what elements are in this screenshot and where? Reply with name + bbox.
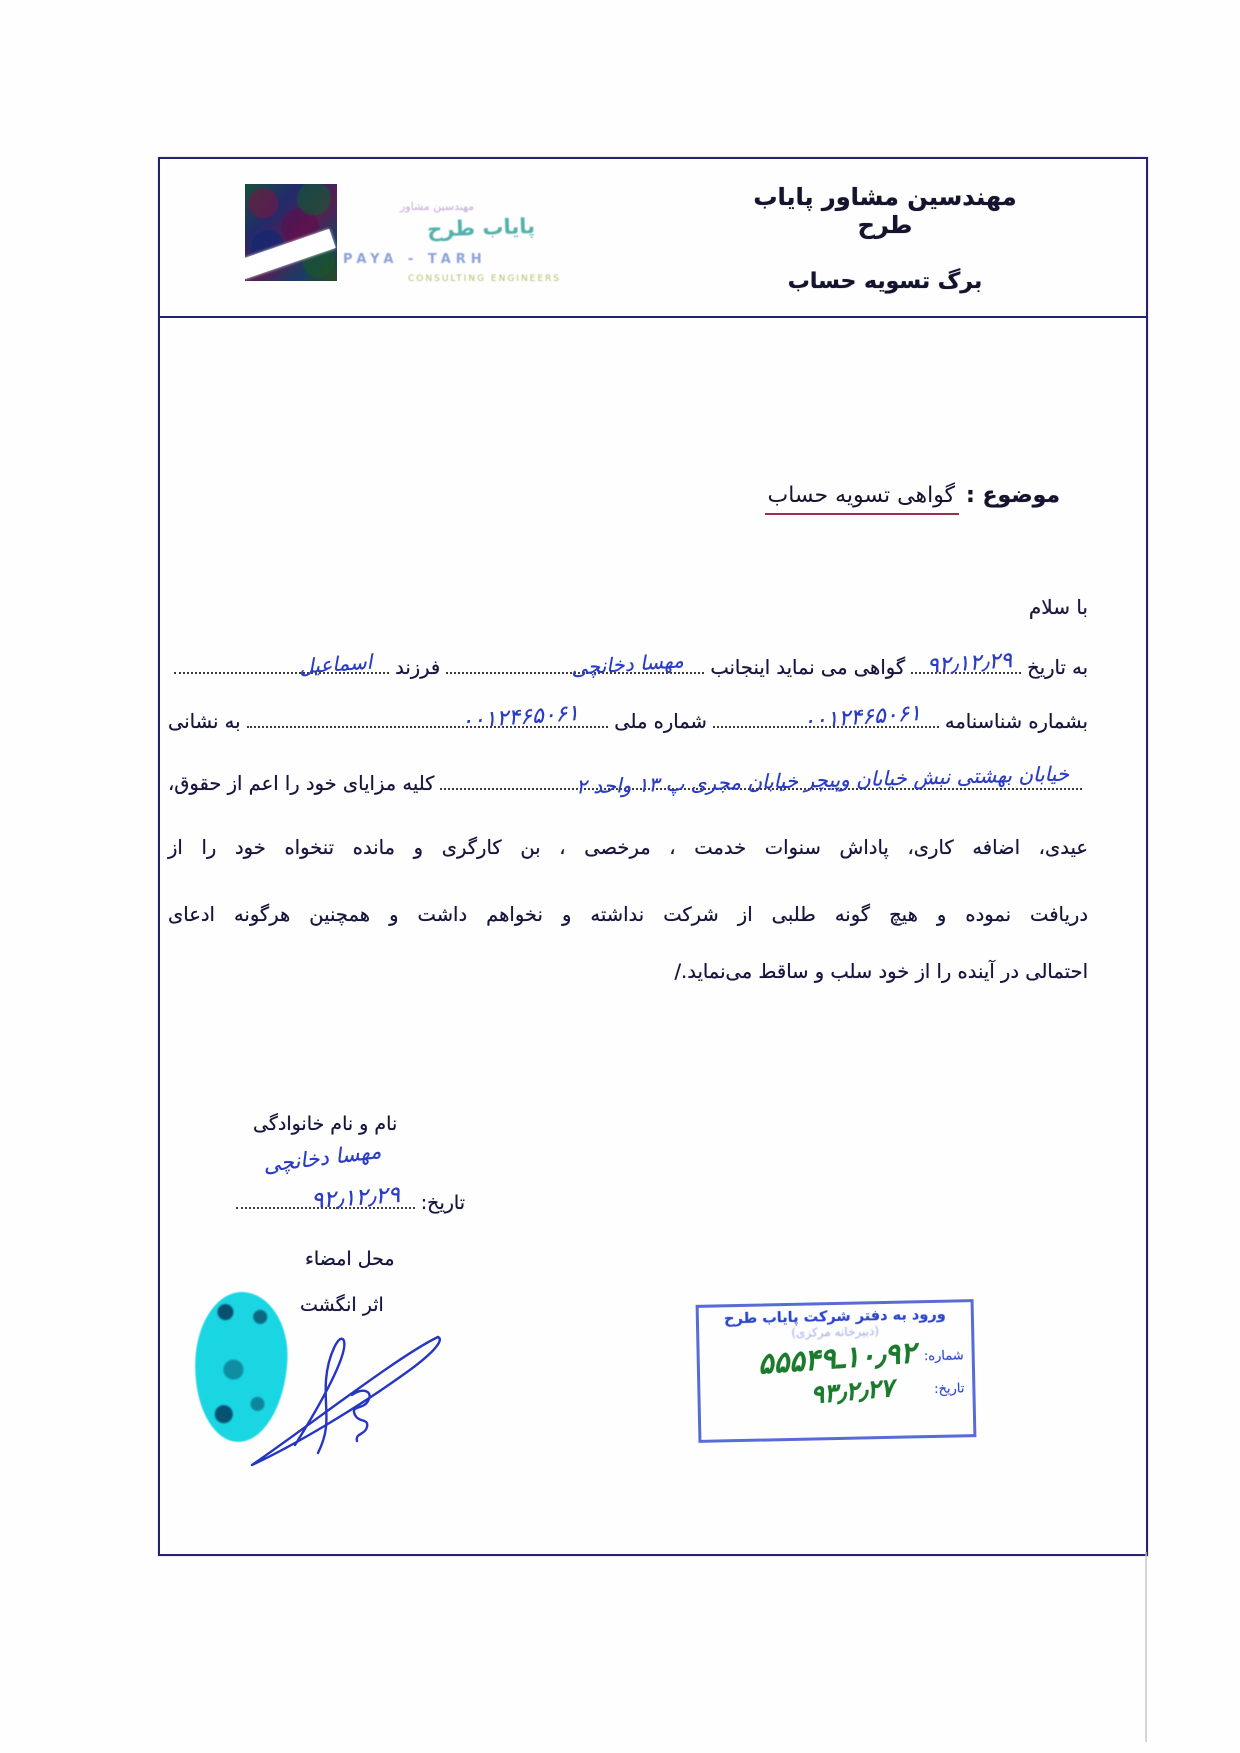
address-blank (440, 762, 1082, 799)
birth-cert-blank (713, 701, 939, 735)
subject-label: موضوع : (966, 483, 1060, 508)
stamp-number-handwritten: ۱۰٫۹۲ـ۵۵۵۴۹ (756, 1335, 917, 1381)
signature-date-label: تاریخ: (420, 1191, 465, 1214)
handwritten-national-id: ۰۰۱۲۴۶۵۰۶۱ (460, 701, 581, 735)
stamp-date-row (708, 1374, 965, 1408)
office-entry-stamp (696, 1299, 977, 1443)
handwritten-date: ۹۲٫۱۲٫۲۹ (926, 648, 1014, 680)
text-certifies: گواهی می نماید اینجانب (710, 656, 906, 680)
logo-text-fa: پایاب طرح (426, 213, 536, 242)
company-logo-icon (245, 184, 337, 281)
handwritten-signature (240, 1325, 455, 1475)
text-address-label: به نشانی (168, 710, 241, 734)
logo-text-en-subtitle: CONSULTING ENGINEERS (408, 274, 562, 284)
stamp-date-handwritten: ۹۳٫۲٫۲۷ (809, 1372, 896, 1410)
body-line-4: عیدی، اضافه کاری، پاداش سنوات خدمت ، مرخصی ، بن کارگری و مانده تنخواه خود را از (168, 836, 1088, 859)
text-child-of: فرزند (395, 656, 441, 680)
signature-place-label: محل امضاء (305, 1248, 395, 1270)
text-all-benefits: کلیه مزایای خود را اعم از حقوق، (168, 772, 435, 796)
subject-line (765, 483, 1060, 508)
stamp-date-label: تاریخ: (934, 1381, 965, 1397)
handwritten-father-name: اسماعیل (298, 649, 373, 679)
text-birth-cert-no: بشماره شناسنامه (944, 710, 1088, 734)
national-id-blank (247, 701, 609, 735)
fingerprint-label: اثر انگشت (300, 1294, 384, 1316)
header-divider-line (158, 316, 1146, 318)
stamp-number-row (707, 1335, 964, 1381)
logo-diagonal-stripe (238, 229, 335, 279)
text-be-tarikh: به تاریخ (1027, 656, 1088, 680)
scan-edge-line (1145, 1552, 1147, 1742)
body-line-6: احتمالی در آینده را از خود سلب و ساقط می‌نماید./ (674, 960, 1088, 983)
full-name-label: نام و نام خانوادگی (253, 1113, 398, 1135)
company-title: مهندسین مشاور پایاب طرح (753, 183, 1017, 239)
stamp-title: ورود به دفتر شرکت پایاب طرح (723, 1306, 946, 1328)
date-blank (911, 648, 1021, 680)
body-line-3 (168, 762, 1088, 799)
form-title: برگ تسویه حساب (787, 269, 983, 294)
text-national-id: شماره ملی (614, 710, 707, 734)
signature-date-handwritten: ۹۲٫۱۲٫۲۹ (310, 1181, 402, 1214)
subject-value: گواهی تسویه حساب (765, 483, 959, 515)
stamp-number-label: شماره: (923, 1347, 964, 1364)
logo-text-en: PAYA - TARH (343, 252, 487, 267)
body-line-1 (168, 648, 1088, 681)
body-line-5: دریافت نموده و هیچ گونه طلبی از شرکت نداشته و نخواهم داشت و همچنین هرگونه ادعای (168, 903, 1088, 926)
signature-date-row (230, 1181, 465, 1214)
handwritten-address: خیابان بهشتی نبش خیابان وپیچر خیابان مجری پ ۱۳ واحد ۲ (575, 762, 1070, 799)
salutation: با سلام (1028, 595, 1088, 619)
name-blank (446, 648, 704, 681)
handwritten-name: مهسا دخانچی (570, 648, 685, 681)
body-line-2 (168, 701, 1088, 735)
signature-name-handwritten: مهسا دخانچی (261, 1138, 383, 1178)
stamp-subtitle: (دبیرخانه مرکزی) (791, 1324, 880, 1340)
handwritten-id-number: ۰۰۱۲۴۶۵۰۶۱ (801, 701, 922, 735)
signature-date-blank (236, 1181, 415, 1214)
logo-text-fa-small: مهندسین مشاور (400, 200, 475, 213)
father-name-blank (174, 649, 389, 679)
letterhead-titles (735, 183, 1035, 294)
